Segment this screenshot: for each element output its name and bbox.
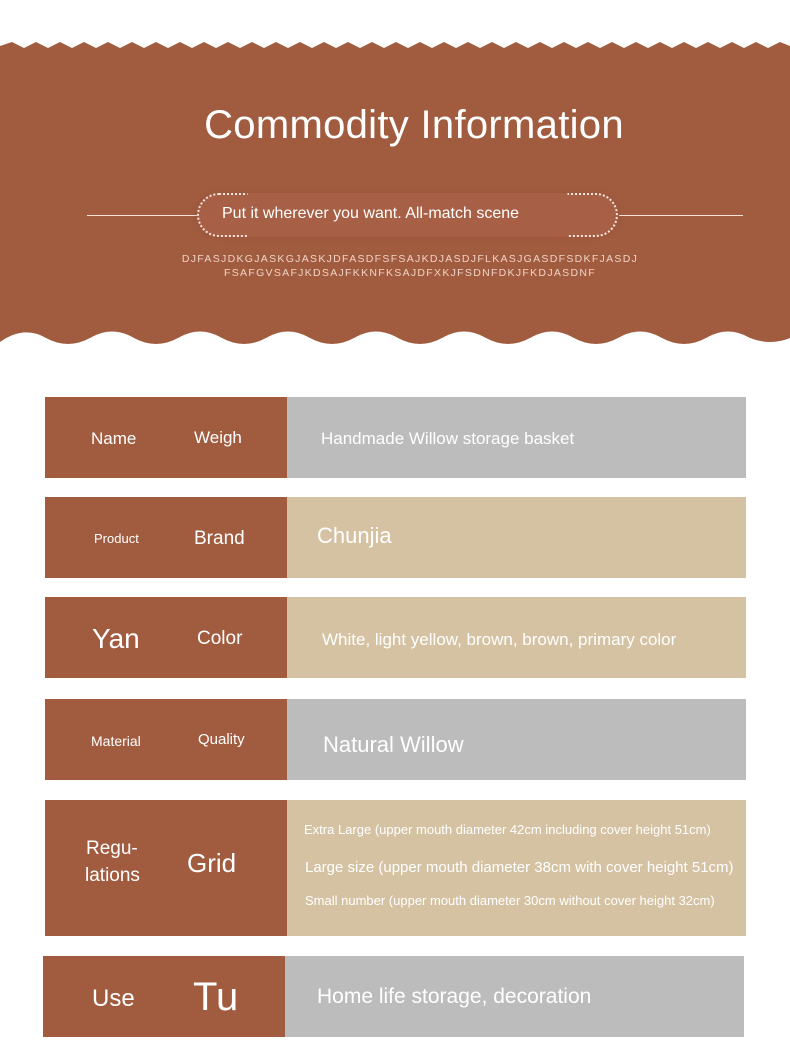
info-row-size [45,800,746,936]
header-banner [0,0,790,360]
row-label-a: Use [92,985,135,1012]
size-option-large: Large size (upper mouth diameter 38cm with cover height 51cm) [305,859,734,876]
info-row-material [45,699,746,780]
row-label-a: Yan [92,623,140,654]
info-row-color [45,597,746,678]
row-label-b: Quality [198,731,245,748]
row-label-a: Product [94,531,139,546]
row-value-cell [287,497,746,578]
decorative-code-line-2: FSAFGVSAFJKDSAJFKKNFKSAJDFXKJFSDNFDKJFKDJASDNF [224,267,596,279]
row-label-a: Material [91,733,141,749]
row-value-cell [287,800,746,936]
info-row-use [43,956,744,1037]
wavy-banner-background [0,0,790,360]
info-row-name [45,397,746,478]
row-label-cell [43,956,285,1037]
row-label-b: Tu [193,975,239,1019]
row-value-cell [287,397,746,478]
row-value-cell [287,597,746,678]
tagline-text: Put it wherever you want. All-match scene [222,205,520,222]
info-row-brand [45,497,746,578]
divider-line-left [87,215,197,216]
row-value-cell [285,956,744,1037]
row-label-b: Weigh [194,428,242,447]
row-value: Natural Willow [323,732,464,757]
row-label-b: Brand [194,528,245,549]
row-value-cell [287,699,746,780]
divider-line-right [619,215,743,216]
row-label-cell [45,699,287,780]
row-value: White, light yellow, brown, brown, primary color [322,630,677,649]
row-value: Chunjia [317,523,392,548]
size-option-extra-large: Extra Large (upper mouth diameter 42cm including cover height 51cm) [304,822,711,837]
row-label-cell [45,497,287,578]
tagline-pill [197,193,618,237]
row-label-a: Name [91,429,137,448]
row-label-a-line-1: Regu- [86,838,138,859]
row-label-b: Grid [187,848,237,878]
page-title: Commodity Information [204,103,624,147]
row-label-b: Color [197,628,243,649]
row-label-cell [45,397,287,478]
size-option-small: Small number (upper mouth diameter 30cm without cover height 32cm) [305,893,715,908]
decorative-code-line-1: DJFASJDKGJASKGJASKJDFASDFSFSAJKDJASDJFLKASJGASDFSDKFJASDJ [181,253,639,265]
row-label-a-line-2: lations [85,865,140,886]
row-label-cell [45,800,287,936]
row-value: Home life storage, decoration [317,985,592,1008]
row-value: Handmade Willow storage basket [321,429,575,448]
row-label-cell [45,597,287,678]
